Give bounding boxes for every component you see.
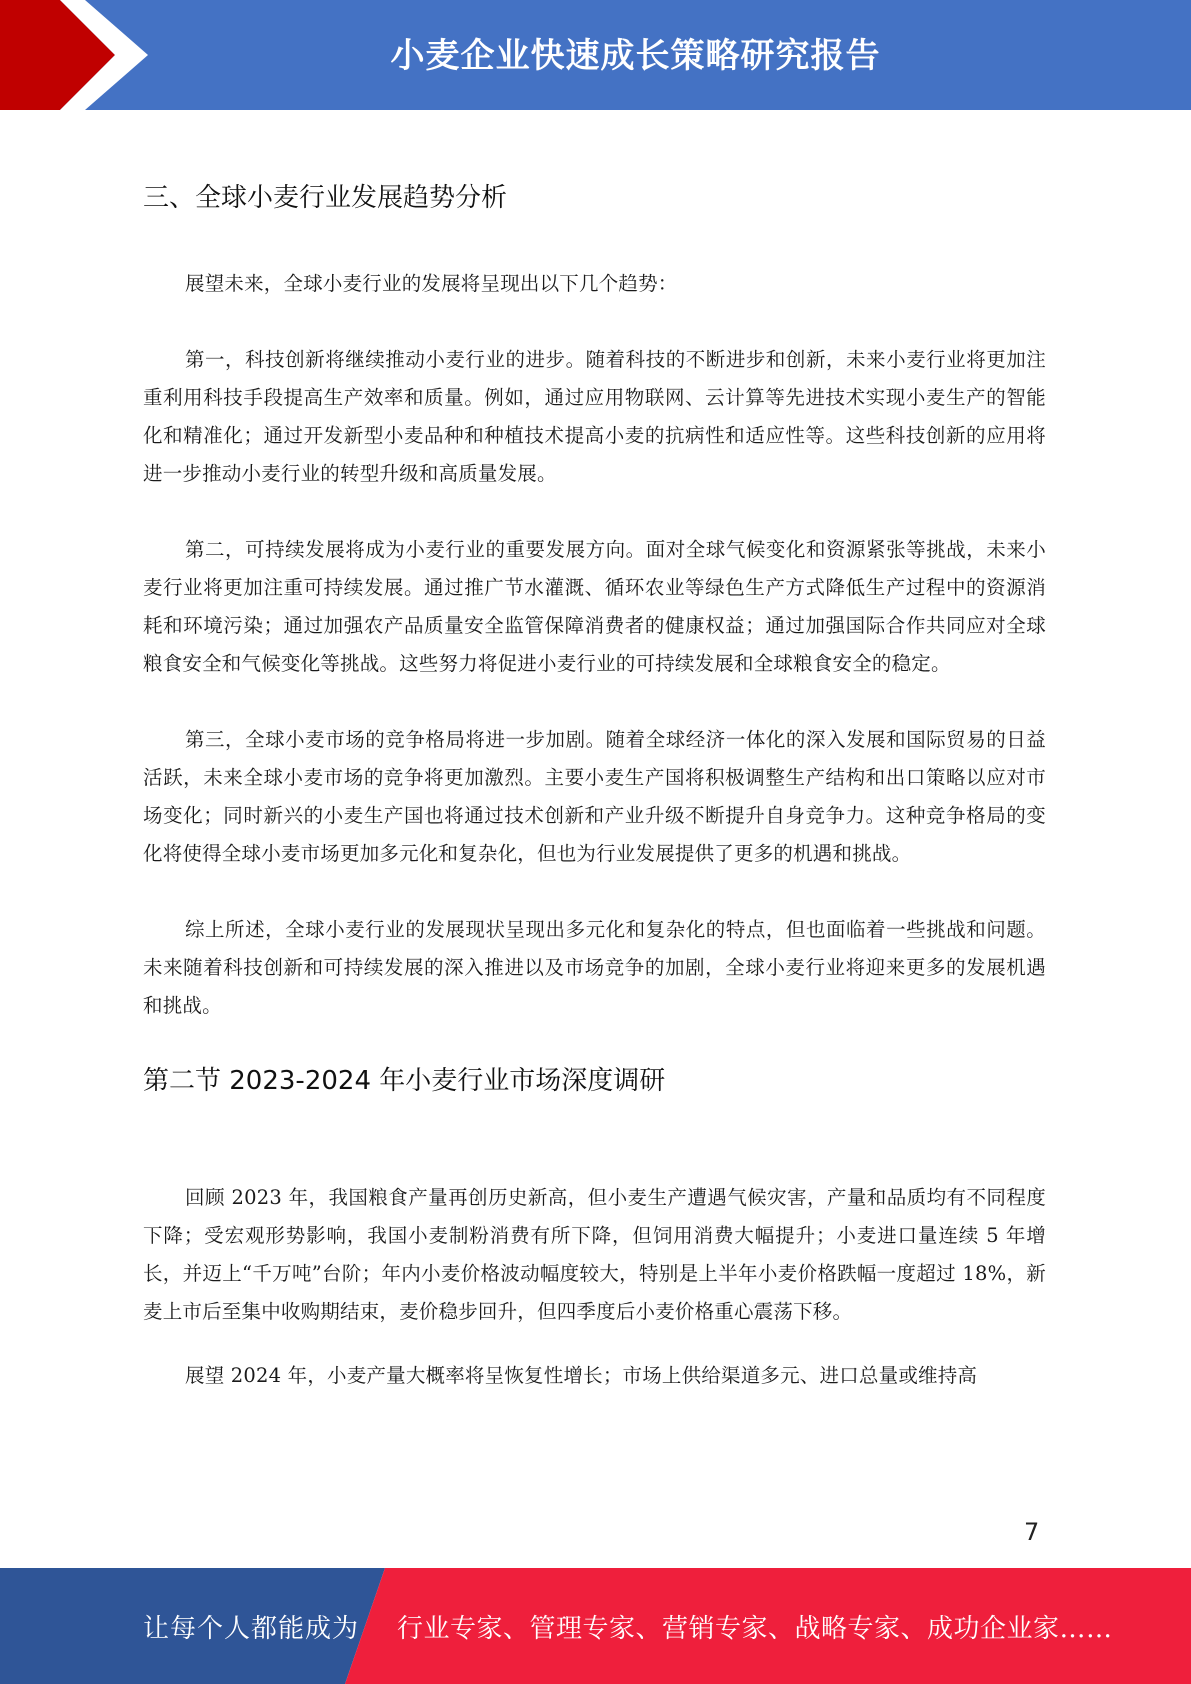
- report-title: 小麦企业快速成长策略研究报告: [390, 36, 881, 76]
- page-number: 7: [1024, 1518, 1040, 1546]
- footer-slogan-right: 行业专家、管理专家、营销专家、战略专家、成功企业家……: [397, 1614, 1113, 1644]
- section-heading-global-trends: 三、全球小麦行业发展趋势分析: [143, 183, 508, 213]
- paragraph: 展望 2024 年，小麦产量大概率将呈恢复性增长；市场上供给渠道多元、进口总量或维持高: [185, 1364, 978, 1387]
- footer-banner: [0, 1568, 1191, 1684]
- paragraph: 第一，科技创新将继续推动小麦行业的进步。随着科技的不断进步和创新，未来小麦行业将更加注重利用科技手段提高生产效率和质量。例如，通过应用物联网、云计算等先进技术实现小麦生产的智能化和精准化；通过开发新型小麦品种和种植技术提高小麦的抗病性和适应性等。这些科技创新的应用将进一步推动小麦行业的转型升级和高质量发展。: [143, 348, 1046, 485]
- paragraph: 综上所述，全球小麦行业的发展现状呈现出多元化和复杂化的特点，但也面临着一些挑战和问题。未来随着科技创新和可持续发展的深入推进以及市场竞争的加剧，全球小麦行业将迎来更多的发展机遇和挑战。: [143, 918, 1046, 1017]
- paragraph: 回顾 2023 年，我国粮食产量再创历史新高，但小麦生产遭遇气候灾害，产量和品质均有不同程度下降；受宏观形势影响，我国小麦制粉消费有所下降，但饲用消费大幅提升；小麦进口量连续 5 年增长，并迈上“千万吨”台阶；年内小麦价格波动幅度较大，特别是上半年小麦价格跌幅一度超过 18%，新麦上市后至集中收购期结束，麦价稳步回升，但四季度后小麦价格重心震荡下移。: [143, 1186, 1046, 1323]
- paragraph: 展望未来，全球小麦行业的发展将呈现出以下几个趋势：: [185, 272, 678, 295]
- paragraph: 第三，全球小麦市场的竞争格局将进一步加剧。随着全球经济一体化的深入发展和国际贸易的日益活跃，未来全球小麦市场的竞争将更加激烈。主要小麦生产国将积极调整生产结构和出口策略以应对市场变化；同时新兴的小麦生产国也将通过技术创新和产业升级不断提升自身竞争力。这种竞争格局的变化将使得全球小麦市场更加多元化和复杂化，但也为行业发展提供了更多的机遇和挑战。: [143, 728, 1046, 865]
- paragraph: 第二，可持续发展将成为小麦行业的重要发展方向。面对全球气候变化和资源紧张等挑战，未来小麦行业将更加注重可持续发展。通过推广节水灌溉、循环农业等绿色生产方式降低生产过程中的资源消耗和环境污染；通过加强农产品质量安全监管保障消费者的健康权益；通过加强国际合作共同应对全球粮食安全和气候变化等挑战。这些努力将促进小麦行业的可持续发展和全球粮食安全的稳定。: [143, 538, 1046, 675]
- footer-slogan-left: 让每个人都能成为: [143, 1614, 360, 1644]
- header-bar: [0, 0, 1191, 110]
- main-content: [143, 178, 1046, 1395]
- section-heading-market-research: 第二节 2023-2024 年小麦行业市场深度调研: [143, 1066, 666, 1096]
